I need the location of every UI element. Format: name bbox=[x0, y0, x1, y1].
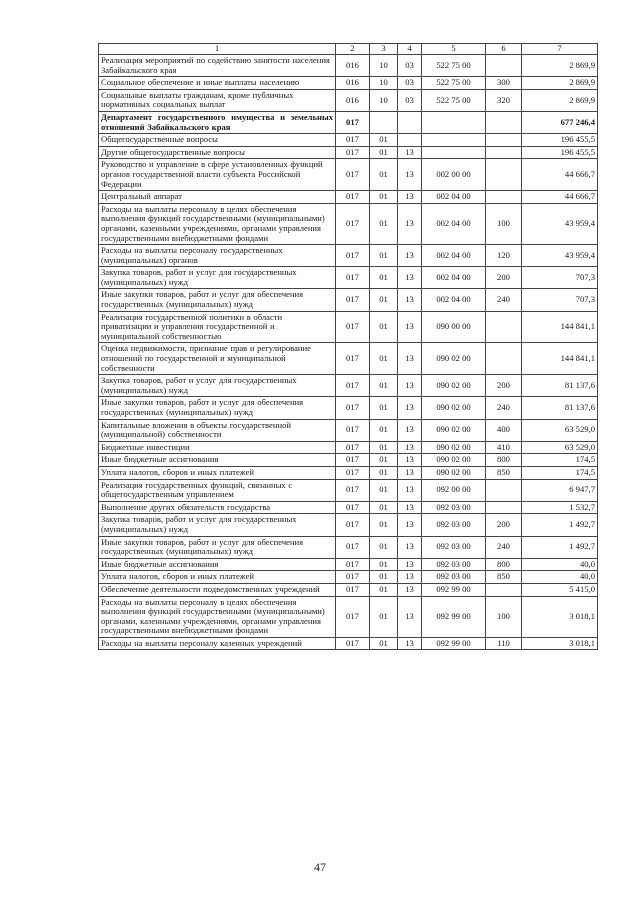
amount-cell: 2 869,9 bbox=[522, 89, 598, 111]
subsection-code-cell: 13 bbox=[398, 514, 422, 536]
header-cell: 1 bbox=[99, 44, 336, 55]
subsection-code-cell: 13 bbox=[398, 289, 422, 311]
expense-type-cell: 400 bbox=[486, 419, 522, 441]
amount-cell: 43 959,4 bbox=[522, 245, 598, 267]
amount-cell: 2 869,9 bbox=[522, 77, 598, 90]
amount-cell: 1 492,7 bbox=[522, 536, 598, 558]
page-number: 47 bbox=[314, 860, 326, 874]
table-row bbox=[99, 637, 598, 650]
expense-type-cell: 120 bbox=[486, 245, 522, 267]
amount-cell: 43 959,4 bbox=[522, 203, 598, 244]
header-cell: 3 bbox=[370, 44, 398, 55]
row-name-cell: Расходы на выплаты персоналу государственных (муниципальных) органов bbox=[99, 245, 336, 267]
ved-code-cell: 017 bbox=[336, 466, 370, 479]
ved-code-cell: 017 bbox=[336, 637, 370, 650]
section-code-cell: 01 bbox=[370, 501, 398, 514]
subsection-code-cell: 13 bbox=[398, 479, 422, 501]
target-article-cell bbox=[422, 111, 486, 133]
section-code-cell bbox=[370, 111, 398, 133]
ved-code-cell: 016 bbox=[336, 77, 370, 90]
target-article-cell: 092 99 00 bbox=[422, 583, 486, 596]
table-row bbox=[99, 311, 598, 343]
amount-cell: 144 841,1 bbox=[522, 343, 598, 375]
row-name-cell: Руководство и управление в сфере установленных функций органов государственной власти субъекта Российской Федерации bbox=[99, 159, 336, 191]
subsection-code-cell: 03 bbox=[398, 77, 422, 90]
row-name-cell: Департамент государственного имущества и земельных отношений Забайкальского края bbox=[99, 111, 336, 133]
header-cell: 4 bbox=[398, 44, 422, 55]
target-article-cell: 002 04 00 bbox=[422, 245, 486, 267]
expense-type-cell bbox=[486, 501, 522, 514]
ved-code-cell: 017 bbox=[336, 134, 370, 147]
section-code-cell: 10 bbox=[370, 89, 398, 111]
ved-code-cell: 017 bbox=[336, 571, 370, 584]
target-article-cell: 092 00 00 bbox=[422, 479, 486, 501]
expense-type-cell: 100 bbox=[486, 596, 522, 637]
ved-code-cell: 017 bbox=[336, 479, 370, 501]
table-row bbox=[99, 397, 598, 419]
table-row bbox=[99, 514, 598, 536]
table-row bbox=[99, 454, 598, 467]
table-row bbox=[99, 596, 598, 637]
ved-code-cell: 017 bbox=[336, 583, 370, 596]
expense-type-cell bbox=[486, 583, 522, 596]
expense-type-cell: 200 bbox=[486, 514, 522, 536]
section-code-cell: 01 bbox=[370, 245, 398, 267]
expense-type-cell: 110 bbox=[486, 637, 522, 650]
ved-code-cell: 017 bbox=[336, 596, 370, 637]
expense-type-cell: 100 bbox=[486, 203, 522, 244]
table-row bbox=[99, 571, 598, 584]
section-code-cell: 01 bbox=[370, 441, 398, 454]
target-article-cell: 090 00 00 bbox=[422, 311, 486, 343]
target-article-cell: 522 75 00 bbox=[422, 77, 486, 90]
target-article-cell: 090 02 00 bbox=[422, 375, 486, 397]
section-code-cell: 01 bbox=[370, 637, 398, 650]
row-name-cell: Уплата налогов, сборов и иных платежей bbox=[99, 571, 336, 584]
ved-code-cell: 017 bbox=[336, 203, 370, 244]
expense-type-cell bbox=[486, 134, 522, 147]
section-code-cell: 10 bbox=[370, 77, 398, 90]
ved-code-cell: 017 bbox=[336, 397, 370, 419]
row-name-cell: Другие общегосударственные вопросы bbox=[99, 146, 336, 159]
amount-cell: 677 246,4 bbox=[522, 111, 598, 133]
row-name-cell: Расходы на выплаты персоналу в целях обеспечения выполнения функций государственными (муниципальными) органами, казенными учреждениями, органами управления государственными внебюджетными фондами bbox=[99, 596, 336, 637]
subsection-code-cell: 13 bbox=[398, 146, 422, 159]
row-name-cell: Закупка товаров, работ и услуг для государственных (муниципальных) нужд bbox=[99, 375, 336, 397]
ved-code-cell: 017 bbox=[336, 514, 370, 536]
table-row bbox=[99, 466, 598, 479]
subsection-code-cell: 13 bbox=[398, 343, 422, 375]
section-code-cell: 01 bbox=[370, 375, 398, 397]
target-article-cell: 002 04 00 bbox=[422, 203, 486, 244]
row-name-cell: Иные бюджетные ассигнования bbox=[99, 454, 336, 467]
table-body bbox=[99, 55, 598, 650]
amount-cell: 81 137,6 bbox=[522, 375, 598, 397]
ved-code-cell: 017 bbox=[336, 311, 370, 343]
section-code-cell: 01 bbox=[370, 479, 398, 501]
target-article-cell: 090 02 00 bbox=[422, 466, 486, 479]
amount-cell: 63 529,0 bbox=[522, 419, 598, 441]
section-code-cell: 01 bbox=[370, 571, 398, 584]
target-article-cell: 092 03 00 bbox=[422, 501, 486, 514]
row-name-cell: Капитальные вложения в объекты государственной (муниципальной) собственности bbox=[99, 419, 336, 441]
header-cell: 2 bbox=[336, 44, 370, 55]
target-article-cell: 090 02 00 bbox=[422, 454, 486, 467]
amount-cell: 1 492,7 bbox=[522, 514, 598, 536]
subsection-code-cell: 13 bbox=[398, 245, 422, 267]
expense-type-cell: 300 bbox=[486, 77, 522, 90]
ved-code-cell: 017 bbox=[336, 146, 370, 159]
row-name-cell: Обеспечение деятельности подведомственных учреждений bbox=[99, 583, 336, 596]
section-code-cell: 01 bbox=[370, 419, 398, 441]
target-article-cell: 090 02 00 bbox=[422, 441, 486, 454]
amount-cell: 44 666,7 bbox=[522, 191, 598, 204]
ved-code-cell: 017 bbox=[336, 375, 370, 397]
table-row bbox=[99, 267, 598, 289]
ved-code-cell: 017 bbox=[336, 191, 370, 204]
expense-type-cell bbox=[486, 343, 522, 375]
ved-code-cell: 017 bbox=[336, 289, 370, 311]
amount-cell: 707,3 bbox=[522, 267, 598, 289]
section-code-cell: 01 bbox=[370, 191, 398, 204]
subsection-code-cell: 13 bbox=[398, 637, 422, 650]
row-name-cell: Иные бюджетные ассигнования bbox=[99, 558, 336, 571]
row-name-cell: Бюджетные инвестиции bbox=[99, 441, 336, 454]
row-name-cell: Уплата налогов, сборов и иных платежей bbox=[99, 466, 336, 479]
budget-table bbox=[98, 43, 598, 650]
table-row bbox=[99, 479, 598, 501]
section-code-cell: 01 bbox=[370, 454, 398, 467]
expense-type-cell: 240 bbox=[486, 289, 522, 311]
ved-code-cell: 017 bbox=[336, 536, 370, 558]
ved-code-cell: 017 bbox=[336, 441, 370, 454]
target-article-cell: 092 03 00 bbox=[422, 558, 486, 571]
section-code-cell: 01 bbox=[370, 397, 398, 419]
table-row bbox=[99, 419, 598, 441]
amount-cell: 63 529,0 bbox=[522, 441, 598, 454]
section-code-cell: 01 bbox=[370, 514, 398, 536]
amount-cell: 5 415,0 bbox=[522, 583, 598, 596]
subsection-code-cell: 13 bbox=[398, 454, 422, 467]
expense-type-cell: 850 bbox=[486, 466, 522, 479]
target-article-cell: 002 04 00 bbox=[422, 289, 486, 311]
target-article-cell: 522 75 00 bbox=[422, 89, 486, 111]
row-name-cell: Центральный аппарат bbox=[99, 191, 336, 204]
table-row bbox=[99, 159, 598, 191]
target-article-cell: 002 04 00 bbox=[422, 267, 486, 289]
subsection-code-cell: 13 bbox=[398, 558, 422, 571]
expense-type-cell bbox=[486, 191, 522, 204]
amount-cell: 6 947,7 bbox=[522, 479, 598, 501]
row-name-cell: Закупка товаров, работ и услуг для государственных (муниципальных) нужд bbox=[99, 267, 336, 289]
amount-cell: 196 455,5 bbox=[522, 146, 598, 159]
table-row bbox=[99, 501, 598, 514]
ved-code-cell: 017 bbox=[336, 159, 370, 191]
amount-cell: 174,5 bbox=[522, 454, 598, 467]
expense-type-cell bbox=[486, 479, 522, 501]
target-article-cell bbox=[422, 146, 486, 159]
table-row bbox=[99, 55, 598, 77]
section-code-cell: 01 bbox=[370, 583, 398, 596]
expense-type-cell: 850 bbox=[486, 571, 522, 584]
table-row bbox=[99, 558, 598, 571]
amount-cell: 707,3 bbox=[522, 289, 598, 311]
row-name-cell: Реализация государственной политики в области приватизации и управления государственной и муниципальной собственностью bbox=[99, 311, 336, 343]
expense-type-cell bbox=[486, 146, 522, 159]
subsection-code-cell: 13 bbox=[398, 267, 422, 289]
ved-code-cell: 017 bbox=[336, 267, 370, 289]
target-article-cell: 002 00 00 bbox=[422, 159, 486, 191]
amount-cell: 40,0 bbox=[522, 571, 598, 584]
expense-type-cell: 200 bbox=[486, 375, 522, 397]
expense-type-cell: 200 bbox=[486, 267, 522, 289]
row-name-cell: Расходы на выплаты персоналу в целях обеспечения выполнения функций государственными (муниципальными) органами, казенными учреждениями, органами управления государственными внебюджетными фондами bbox=[99, 203, 336, 244]
header-cell: 7 bbox=[522, 44, 598, 55]
row-name-cell: Общегосударственные вопросы bbox=[99, 134, 336, 147]
table-row bbox=[99, 134, 598, 147]
subsection-code-cell: 13 bbox=[398, 203, 422, 244]
section-code-cell: 01 bbox=[370, 596, 398, 637]
target-article-cell: 092 99 00 bbox=[422, 596, 486, 637]
expense-type-cell: 800 bbox=[486, 558, 522, 571]
row-name-cell: Оценка недвижимости, признание прав и регулирование отношений по государственной и муниципальной собственности bbox=[99, 343, 336, 375]
expense-type-cell bbox=[486, 159, 522, 191]
subsection-code-cell bbox=[398, 134, 422, 147]
expense-type-cell: 240 bbox=[486, 397, 522, 419]
expense-type-cell: 800 bbox=[486, 454, 522, 467]
header-cell: 5 bbox=[422, 44, 486, 55]
ved-code-cell: 017 bbox=[336, 343, 370, 375]
subsection-code-cell: 13 bbox=[398, 501, 422, 514]
ved-code-cell: 017 bbox=[336, 501, 370, 514]
table-row bbox=[99, 89, 598, 111]
table-row bbox=[99, 289, 598, 311]
expense-type-cell bbox=[486, 55, 522, 77]
expense-type-cell bbox=[486, 111, 522, 133]
table-row bbox=[99, 375, 598, 397]
target-article-cell: 092 03 00 bbox=[422, 514, 486, 536]
ved-code-cell: 017 bbox=[336, 245, 370, 267]
table-row bbox=[99, 245, 598, 267]
expense-type-cell bbox=[486, 311, 522, 343]
section-code-cell: 01 bbox=[370, 536, 398, 558]
subsection-code-cell bbox=[398, 111, 422, 133]
expense-type-cell: 240 bbox=[486, 536, 522, 558]
ved-code-cell: 017 bbox=[336, 419, 370, 441]
row-name-cell: Реализация государственных функций, связанных с общегосударственным управлением bbox=[99, 479, 336, 501]
target-article-cell: 090 02 00 bbox=[422, 397, 486, 419]
amount-cell: 3 018,1 bbox=[522, 596, 598, 637]
header-row bbox=[99, 44, 598, 55]
expense-type-cell: 320 bbox=[486, 89, 522, 111]
subsection-code-cell: 13 bbox=[398, 191, 422, 204]
ved-code-cell: 017 bbox=[336, 558, 370, 571]
amount-cell: 40,0 bbox=[522, 558, 598, 571]
amount-cell: 1 532,7 bbox=[522, 501, 598, 514]
ved-code-cell: 016 bbox=[336, 55, 370, 77]
amount-cell: 81 137,6 bbox=[522, 397, 598, 419]
section-code-cell: 01 bbox=[370, 159, 398, 191]
subsection-code-cell: 13 bbox=[398, 536, 422, 558]
ved-code-cell: 016 bbox=[336, 89, 370, 111]
subsection-code-cell: 13 bbox=[398, 583, 422, 596]
row-name-cell: Реализация мероприятий по содействию занятости населения Забайкальского края bbox=[99, 55, 336, 77]
row-name-cell: Социальное обеспечение и иные выплаты населению bbox=[99, 77, 336, 90]
row-name-cell: Иные закупки товаров, работ и услуг для обеспечения государственных (муниципальных) нужд bbox=[99, 289, 336, 311]
section-code-cell: 01 bbox=[370, 311, 398, 343]
row-name-cell: Социальные выплаты гражданам, кроме публичных нормативных социальных выплат bbox=[99, 89, 336, 111]
target-article-cell: 090 02 00 bbox=[422, 343, 486, 375]
section-code-cell: 01 bbox=[370, 267, 398, 289]
budget-table-container bbox=[98, 43, 597, 650]
table-row bbox=[99, 536, 598, 558]
subsection-code-cell: 13 bbox=[398, 419, 422, 441]
subsection-code-cell: 13 bbox=[398, 571, 422, 584]
section-code-cell: 01 bbox=[370, 146, 398, 159]
target-article-cell: 090 02 00 bbox=[422, 419, 486, 441]
table-row bbox=[99, 146, 598, 159]
table-row bbox=[99, 111, 598, 133]
section-code-cell: 01 bbox=[370, 558, 398, 571]
row-name-cell: Выполнение других обязательств государства bbox=[99, 501, 336, 514]
row-name-cell: Расходы на выплаты персоналу казенных учреждений bbox=[99, 637, 336, 650]
section-code-cell: 01 bbox=[370, 289, 398, 311]
ved-code-cell: 017 bbox=[336, 454, 370, 467]
target-article-cell bbox=[422, 134, 486, 147]
subsection-code-cell: 03 bbox=[398, 89, 422, 111]
table-row bbox=[99, 343, 598, 375]
section-code-cell: 01 bbox=[370, 466, 398, 479]
subsection-code-cell: 03 bbox=[398, 55, 422, 77]
row-name-cell: Закупка товаров, работ и услуг для государственных (муниципальных) нужд bbox=[99, 514, 336, 536]
subsection-code-cell: 13 bbox=[398, 375, 422, 397]
subsection-code-cell: 13 bbox=[398, 596, 422, 637]
amount-cell: 2 869,9 bbox=[522, 55, 598, 77]
header-cell: 6 bbox=[486, 44, 522, 55]
section-code-cell: 01 bbox=[370, 134, 398, 147]
amount-cell: 174,5 bbox=[522, 466, 598, 479]
expense-type-cell: 410 bbox=[486, 441, 522, 454]
amount-cell: 44 666,7 bbox=[522, 159, 598, 191]
table-row bbox=[99, 191, 598, 204]
table-row bbox=[99, 441, 598, 454]
section-code-cell: 01 bbox=[370, 343, 398, 375]
table-row bbox=[99, 583, 598, 596]
subsection-code-cell: 13 bbox=[398, 311, 422, 343]
target-article-cell: 092 99 00 bbox=[422, 637, 486, 650]
subsection-code-cell: 13 bbox=[398, 466, 422, 479]
row-name-cell: Иные закупки товаров, работ и услуг для обеспечения государственных (муниципальных) нужд bbox=[99, 397, 336, 419]
target-article-cell: 002 04 00 bbox=[422, 191, 486, 204]
section-code-cell: 01 bbox=[370, 203, 398, 244]
target-article-cell: 092 03 00 bbox=[422, 536, 486, 558]
amount-cell: 196 455,5 bbox=[522, 134, 598, 147]
subsection-code-cell: 13 bbox=[398, 441, 422, 454]
ved-code-cell: 017 bbox=[336, 111, 370, 133]
row-name-cell: Иные закупки товаров, работ и услуг для обеспечения государственных (муниципальных) нужд bbox=[99, 536, 336, 558]
amount-cell: 144 841,1 bbox=[522, 311, 598, 343]
subsection-code-cell: 13 bbox=[398, 159, 422, 191]
target-article-cell: 522 75 00 bbox=[422, 55, 486, 77]
subsection-code-cell: 13 bbox=[398, 397, 422, 419]
table-row bbox=[99, 77, 598, 90]
section-code-cell: 10 bbox=[370, 55, 398, 77]
table-row bbox=[99, 203, 598, 244]
amount-cell: 3 018,1 bbox=[522, 637, 598, 650]
target-article-cell: 092 03 00 bbox=[422, 571, 486, 584]
